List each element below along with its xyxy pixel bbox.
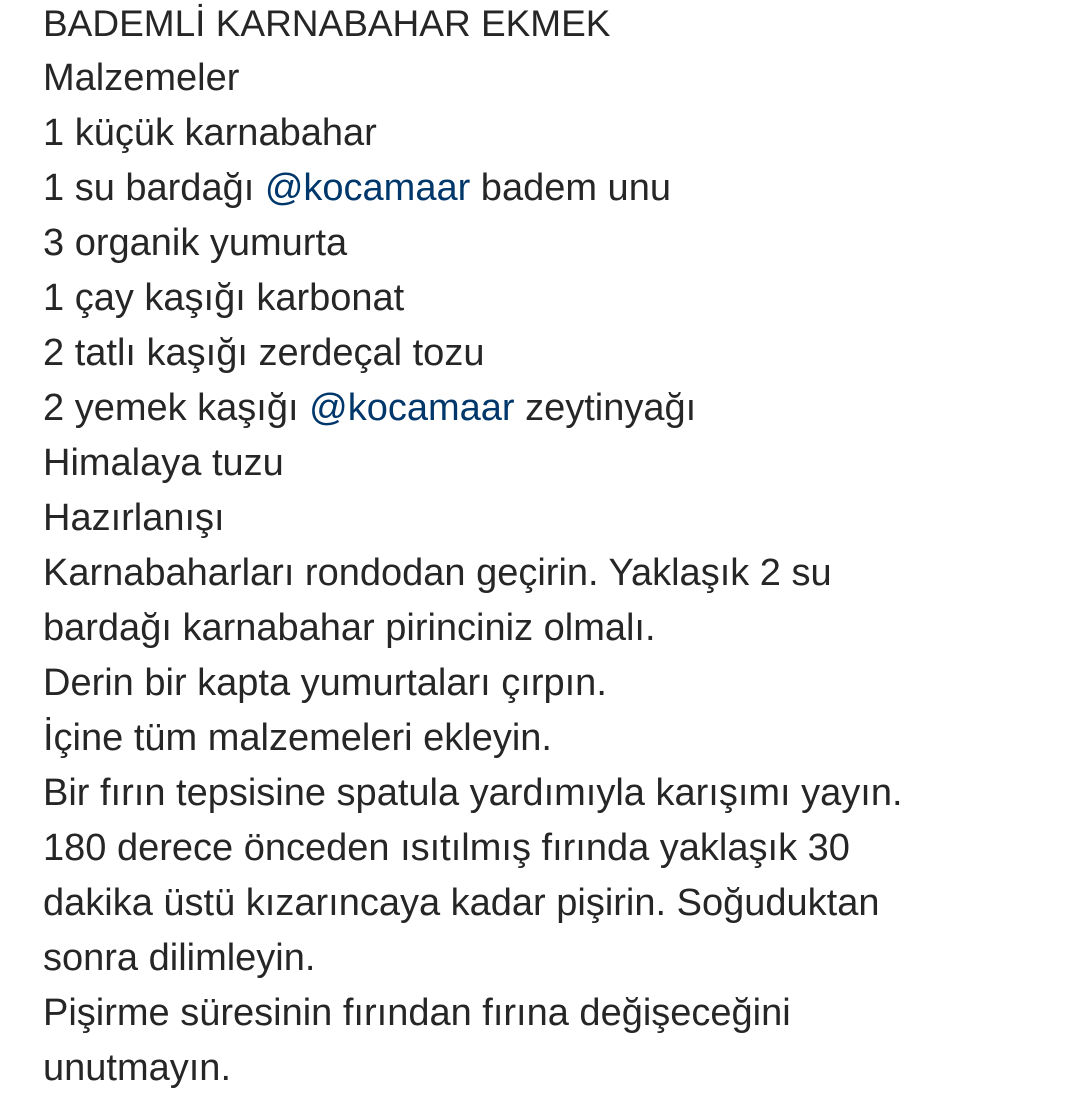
recipe-title: BADEMLİ KARNABAHAR EKMEK	[43, 3, 611, 44]
ingredient-text: 1 küçük karnabahar	[43, 112, 377, 154]
preparation-heading: Hazırlanışı	[43, 497, 225, 539]
ingredient-text: Himalaya tuzu	[43, 442, 284, 484]
ingredient-line	[43, 436, 1063, 491]
preparation-line: sonra dilimleyin.	[43, 937, 316, 979]
ingredient-line	[43, 271, 1063, 326]
ingredient-line	[43, 161, 1063, 216]
preparation-line: Derin bir kapta yumurtaları çırpın.	[43, 662, 607, 704]
preparation-line: unutmayın.	[43, 1047, 231, 1089]
ingredient-text: 1 çay kaşığı karbonat	[43, 277, 405, 319]
ingredient-line	[43, 106, 1063, 161]
ingredient-line	[43, 326, 1063, 381]
preparation-line: Pişirme süresinin fırından fırına değişeceğini	[43, 992, 791, 1034]
ingredients-heading: Malzemeler	[43, 57, 240, 99]
mention-link[interactable]: @kocamaar	[264, 167, 471, 209]
preparation-line: 180 derece önceden ısıtılmış fırında yaklaşık 30	[43, 827, 850, 869]
ingredient-text: 2 tatlı kaşığı zerdeçal tozu	[43, 332, 485, 374]
ingredient-line	[43, 216, 1063, 271]
preparation-line: dakika üstü kızarıncaya kadar pişirin. Soğuduktan	[43, 882, 880, 924]
ingredient-text: badem unu	[470, 167, 671, 209]
mention-link[interactable]: @kocamaar	[309, 387, 515, 429]
ingredient-text: 3 organik yumurta	[43, 222, 348, 264]
ingredient-text: 2 yemek kaşığı	[43, 387, 310, 429]
preparation-line: Karnabaharları rondodan geçirin. Yaklaşık 2 su	[43, 552, 832, 594]
post-caption	[43, 0, 1063, 1096]
ingredient-line	[43, 381, 1063, 436]
ingredient-text: 1 su bardağı	[43, 167, 265, 209]
ingredient-text: zeytinyağı	[514, 387, 697, 429]
preparation-line: bardağı karnabahar pirinciniz olmalı.	[43, 607, 656, 649]
preparation-line: İçine tüm malzemeleri ekleyin.	[43, 717, 552, 759]
preparation-line: Bir fırın tepsisine spatula yardımıyla karışımı yayın.	[43, 772, 903, 814]
